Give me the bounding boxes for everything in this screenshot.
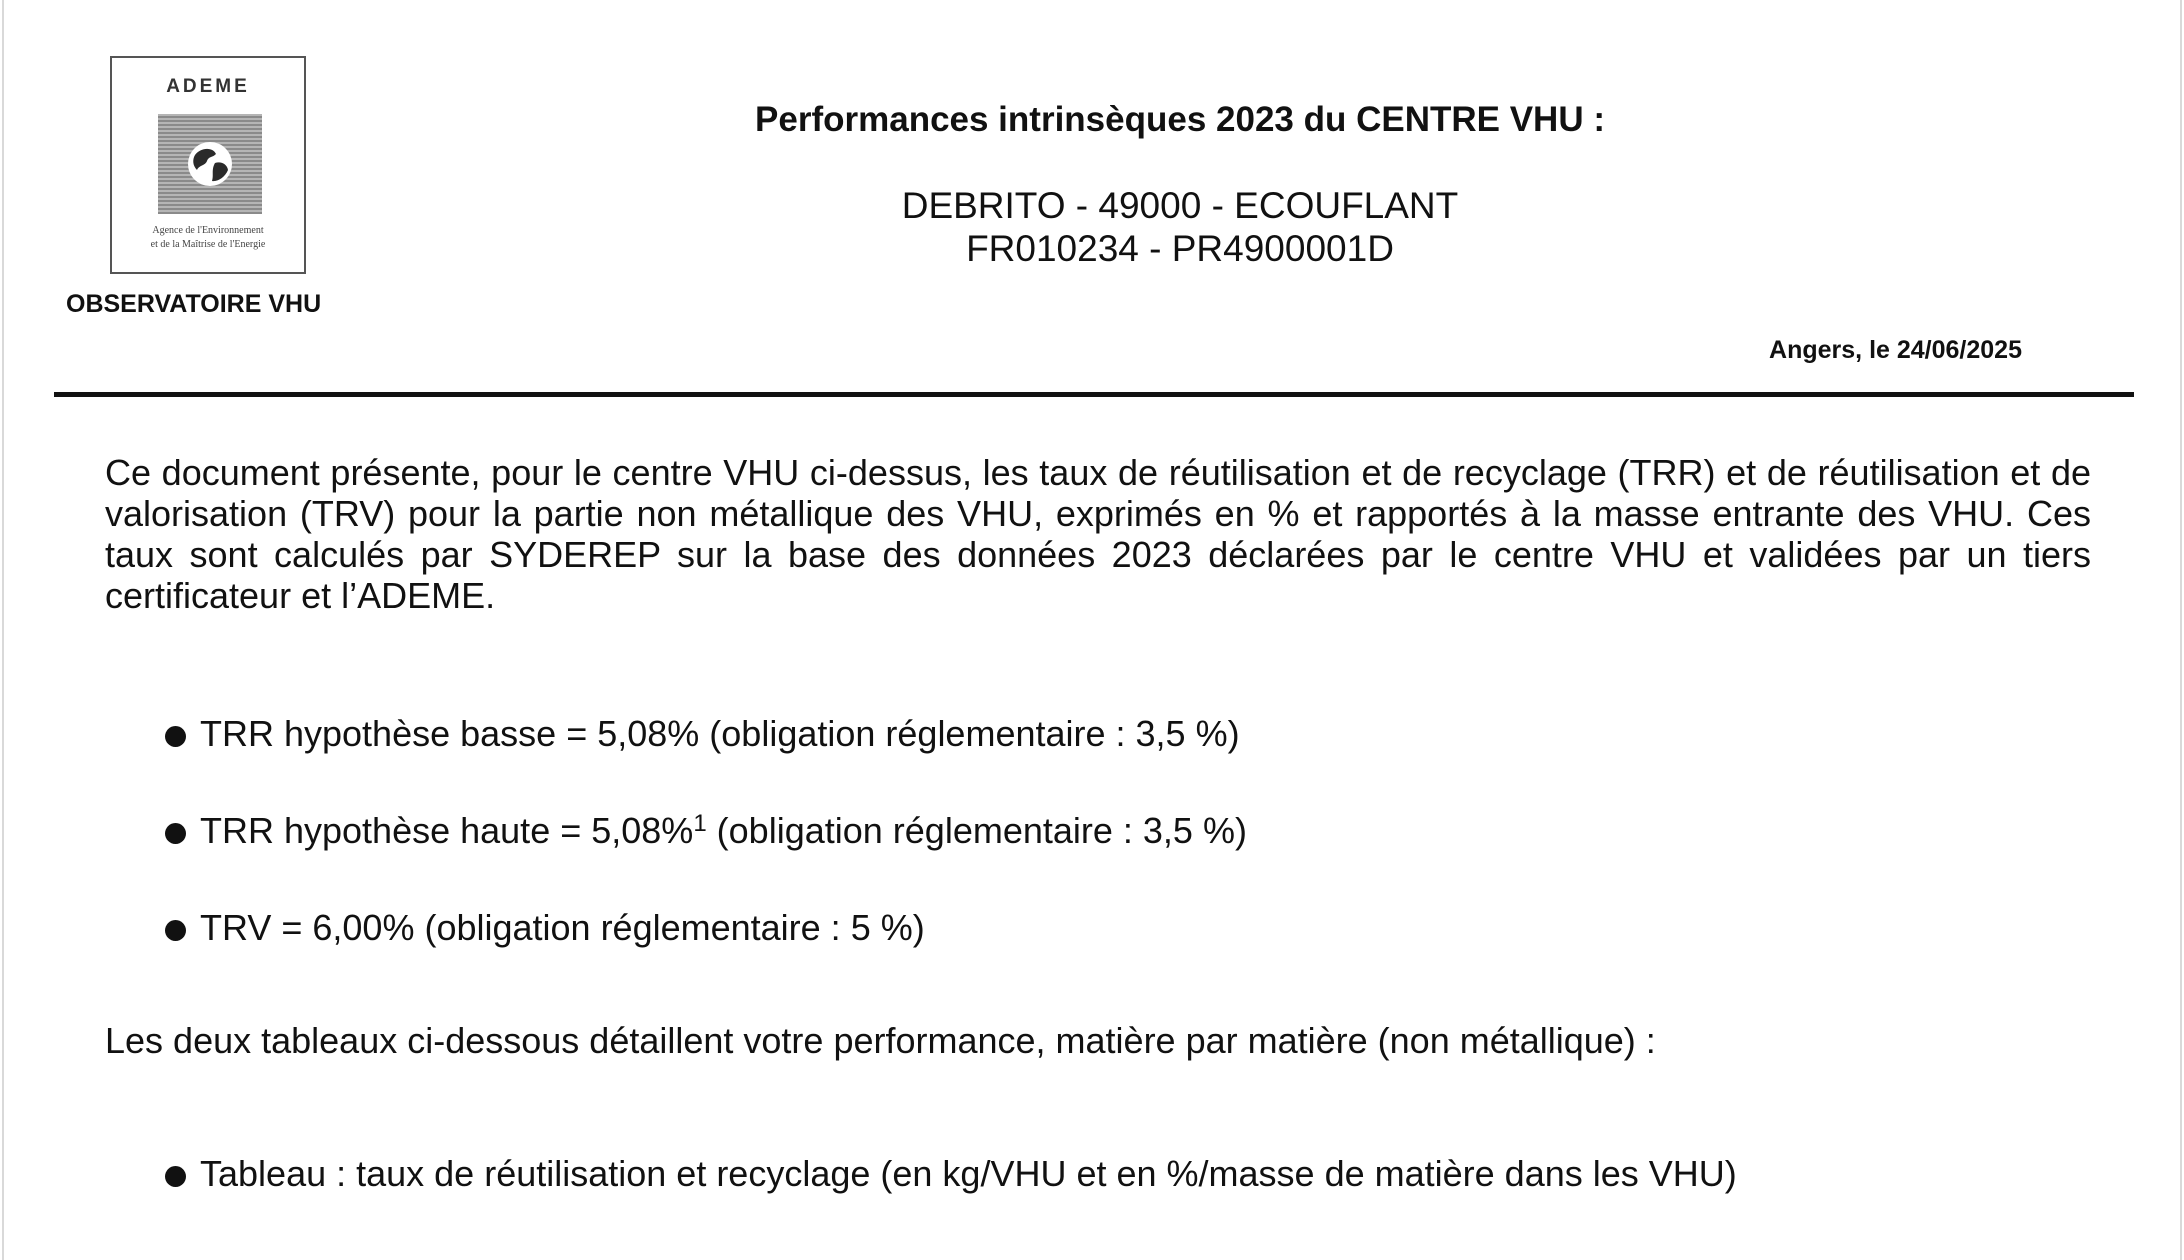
intro-paragraph: Ce document présente, pour le centre VHU ci-dessus, les taux de réutilisation et de recyclage (TRR) et de réutilisation et de valorisation (TRV) pour la partie non métallique des VHU, exprimés en % et rapportés à la masse entrante des VHU. Ces taux sont calculés par SYDEREP sur la base des données 2023 déclarées par le centre VHU et validées par un tiers certificateur et l’ADEME. bbox=[105, 452, 2091, 616]
document-title: Performances intrinsèques 2023 du CENTRE VHU : bbox=[755, 100, 1605, 139]
bullet-icon bbox=[165, 920, 186, 941]
footnote-link[interactable]: 1 bbox=[693, 810, 707, 837]
centre-name: DEBRITO - 49000 - ECOUFLANT bbox=[901, 185, 1459, 226]
date-line: Angers, le 24/06/2025 bbox=[1769, 336, 2022, 364]
rate-text-after: (obligation réglementaire : 3,5 %) bbox=[706, 810, 1247, 851]
page-left-edge bbox=[2, 0, 4, 1260]
rate-item-trr-haute bbox=[165, 809, 1247, 853]
page-right-edge bbox=[2180, 0, 2182, 1260]
tables-list bbox=[165, 1152, 1737, 1249]
logo-brand: ADEME bbox=[166, 76, 250, 97]
rate-text: TRV = 6,00% (obligation réglementaire : 5 %) bbox=[200, 907, 925, 948]
rate-text: TRR hypothèse basse = 5,08% (obligation réglementaire : 3,5 %) bbox=[200, 713, 1240, 754]
tables-intro: Les deux tableaux ci-dessous détaillent votre performance, matière par matière (non métallique) : bbox=[105, 1020, 1656, 1061]
globe-icon bbox=[158, 114, 262, 214]
rate-text: TRR hypothèse haute = 5,08% bbox=[200, 810, 694, 851]
logo-caption-line: Agence de l'Environnement bbox=[152, 225, 264, 236]
observatoire-label: OBSERVATOIRE VHU bbox=[66, 290, 322, 318]
centre-identifiers: FR010234 - PR4900001D bbox=[966, 228, 1394, 269]
logo-caption bbox=[120, 224, 296, 252]
table-bullet-text: Tableau : taux de réutilisation et recyclage (en kg/VHU et en %/masse de matière dans les VHU) bbox=[200, 1153, 1737, 1194]
bullet-icon bbox=[165, 1166, 186, 1187]
rate-item-trv bbox=[165, 906, 1247, 950]
table-bullet-item bbox=[165, 1152, 1737, 1196]
ademe-logo bbox=[110, 56, 306, 274]
bullet-icon bbox=[165, 726, 186, 747]
header-divider bbox=[54, 392, 2134, 397]
bullet-icon bbox=[165, 823, 186, 844]
logo-caption-line: et de la Maîtrise de l'Energie bbox=[150, 239, 266, 250]
rate-item-trr-basse bbox=[165, 712, 1247, 756]
rates-list bbox=[165, 712, 1247, 1003]
